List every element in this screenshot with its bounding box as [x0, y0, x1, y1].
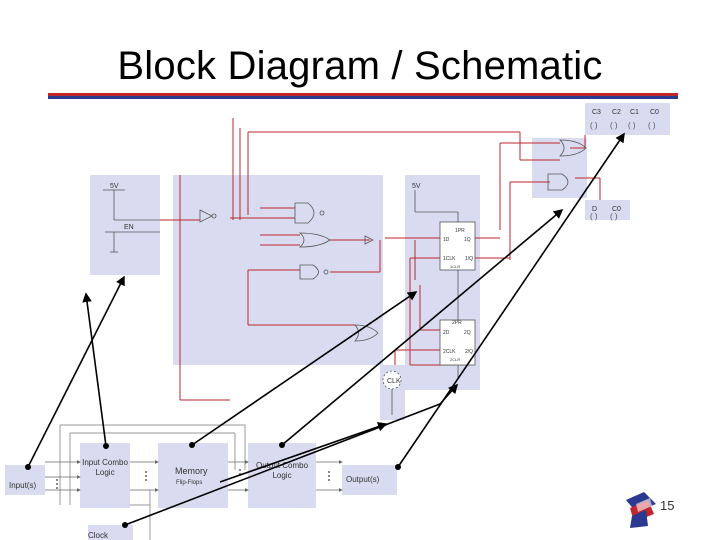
- svg-text:( ): ( ): [628, 121, 636, 130]
- connector-label: C0: [650, 109, 659, 116]
- supply-label: 5V: [110, 183, 119, 190]
- ff1-qn-label: 1/Q: [465, 256, 474, 262]
- ff2-d-label: 2D: [443, 330, 450, 336]
- input-combo-label-wrap: [82, 458, 128, 498]
- connector-label: D: [592, 206, 598, 213]
- page-title: Block Diagram / Schematic: [117, 44, 603, 88]
- output-label: Output(s): [346, 475, 380, 484]
- gate-panel: [532, 138, 587, 198]
- svg-text:( ): ( ): [610, 212, 618, 221]
- ff1-preset-label: 1PR: [455, 228, 465, 234]
- input-label: Input(s): [9, 481, 37, 490]
- output-combo-label: Output Combo Logic: [255, 461, 309, 480]
- ff2-qn-label: 2/Q: [465, 349, 474, 355]
- page-number: 15: [660, 498, 675, 513]
- ff2-clr-label: 2CLR: [450, 357, 461, 362]
- output-combo-label-wrap: [250, 461, 314, 501]
- connector-label: C0: [612, 206, 621, 213]
- ff1-d-label: 1D: [443, 237, 450, 243]
- university-logo-icon: [624, 490, 658, 530]
- svg-text:( ): ( ): [590, 212, 598, 221]
- ff1-q-label: 1Q: [464, 237, 471, 243]
- ff2-q-label: 2Q: [464, 330, 471, 336]
- svg-text:( ): ( ): [648, 121, 656, 130]
- ff2-clk-label: 2CLK: [443, 349, 456, 355]
- memory-title: Memory: [175, 466, 208, 476]
- input-box: [5, 465, 45, 495]
- connector-label: C3: [592, 109, 601, 116]
- ff1-clr-label: 1CLR: [450, 264, 461, 269]
- memory-subtitle: Flip-Flops: [176, 480, 203, 486]
- clock-source-label: CLK: [387, 378, 401, 385]
- ff2-preset-label: 2PR: [452, 320, 462, 326]
- connector-panel-top: [585, 103, 670, 135]
- connector-label: C1: [630, 109, 639, 116]
- connector-label: C2: [612, 109, 621, 116]
- ff1-clk-label: 1CLK: [443, 256, 456, 262]
- input-combo-label: Input Combo Logic: [82, 458, 128, 477]
- enable-label: EN: [124, 224, 134, 231]
- clock-label: Clock: [88, 531, 109, 540]
- svg-text:( ): ( ): [590, 121, 598, 130]
- supply-label: 5V: [412, 183, 421, 190]
- svg-text:( ): ( ): [610, 121, 618, 130]
